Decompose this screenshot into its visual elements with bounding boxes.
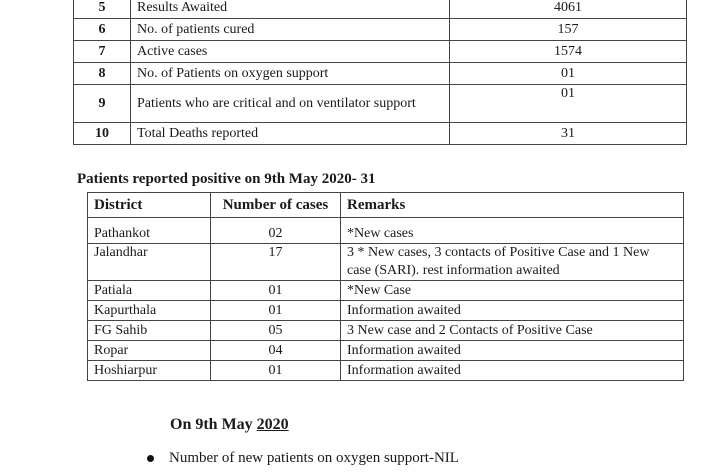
bullet-text: Number of new patients on oxygen support-NIL (169, 450, 459, 466)
row-value: 01 (450, 63, 687, 85)
row-number: 10 (74, 123, 131, 145)
list-item (147, 450, 459, 467)
table-row (88, 244, 684, 281)
column-header-district: District (88, 193, 211, 218)
row-number: 7 (74, 41, 131, 63)
remarks-cell: Information awaited (341, 301, 684, 321)
remarks-cell: *New Case (341, 281, 684, 301)
district-cell: Hoshiarpur (88, 361, 211, 381)
column-header-remarks: Remarks (341, 193, 684, 218)
row-number: 6 (74, 19, 131, 41)
bullet-list (147, 450, 459, 467)
subheading-year: 2020 (256, 416, 289, 433)
bullet-icon (147, 455, 154, 462)
remarks-cell: Information awaited (341, 361, 684, 381)
table-row (74, 63, 687, 85)
district-cell: Jalandhar (88, 244, 211, 281)
table-row (74, 123, 687, 145)
row-value: 1574 (450, 41, 687, 63)
row-label: No. of Patients on oxygen support (131, 63, 450, 85)
cases-cell: 17 (211, 244, 341, 281)
row-label: No. of patients cured (131, 19, 450, 41)
table-row (88, 341, 684, 361)
date-subheading (170, 416, 289, 434)
cases-cell: 05 (211, 321, 341, 341)
row-number: 5 (74, 0, 131, 19)
summary-table (73, 0, 687, 145)
row-label: Active cases (131, 41, 450, 63)
subheading-prefix: On 9th May (170, 416, 257, 433)
column-header-cases: Number of cases (211, 193, 341, 218)
row-label: Patients who are critical and on ventilator support (131, 85, 450, 123)
cases-cell: 01 (211, 361, 341, 381)
row-number: 8 (74, 63, 131, 85)
table-row (88, 301, 684, 321)
row-value: 31 (450, 123, 687, 145)
remarks-cell: *New cases (341, 218, 684, 244)
district-cell: Ropar (88, 341, 211, 361)
table-row (88, 361, 684, 381)
cases-cell: 04 (211, 341, 341, 361)
table-row (88, 218, 684, 244)
district-cell: Kapurthala (88, 301, 211, 321)
remarks-cell: 3 * New cases, 3 contacts of Positive Case and 1 New case (SARI). rest information awaited (341, 244, 684, 281)
remarks-cell: 3 New case and 2 Contacts of Positive Case (341, 321, 684, 341)
row-value: 01 (450, 85, 687, 123)
row-value: 157 (450, 19, 687, 41)
cases-cell: 02 (211, 218, 341, 244)
table-row (74, 41, 687, 63)
cases-cell: 01 (211, 281, 341, 301)
table-row (88, 321, 684, 341)
district-cell: Pathankot (88, 218, 211, 244)
table-row (74, 0, 687, 19)
section-title: Patients reported positive on 9th May 2020- 31 (77, 171, 376, 187)
table-header-row (88, 193, 684, 218)
remarks-cell: Information awaited (341, 341, 684, 361)
row-value: 4061 (450, 0, 687, 19)
district-cell: FG Sahib (88, 321, 211, 341)
row-label: Results Awaited (131, 0, 450, 19)
district-table (87, 192, 684, 381)
table-row (74, 85, 687, 123)
cases-cell: 01 (211, 301, 341, 321)
row-label: Total Deaths reported (131, 123, 450, 145)
row-number: 9 (74, 85, 131, 123)
table-row (74, 19, 687, 41)
district-cell: Patiala (88, 281, 211, 301)
table-row (88, 281, 684, 301)
